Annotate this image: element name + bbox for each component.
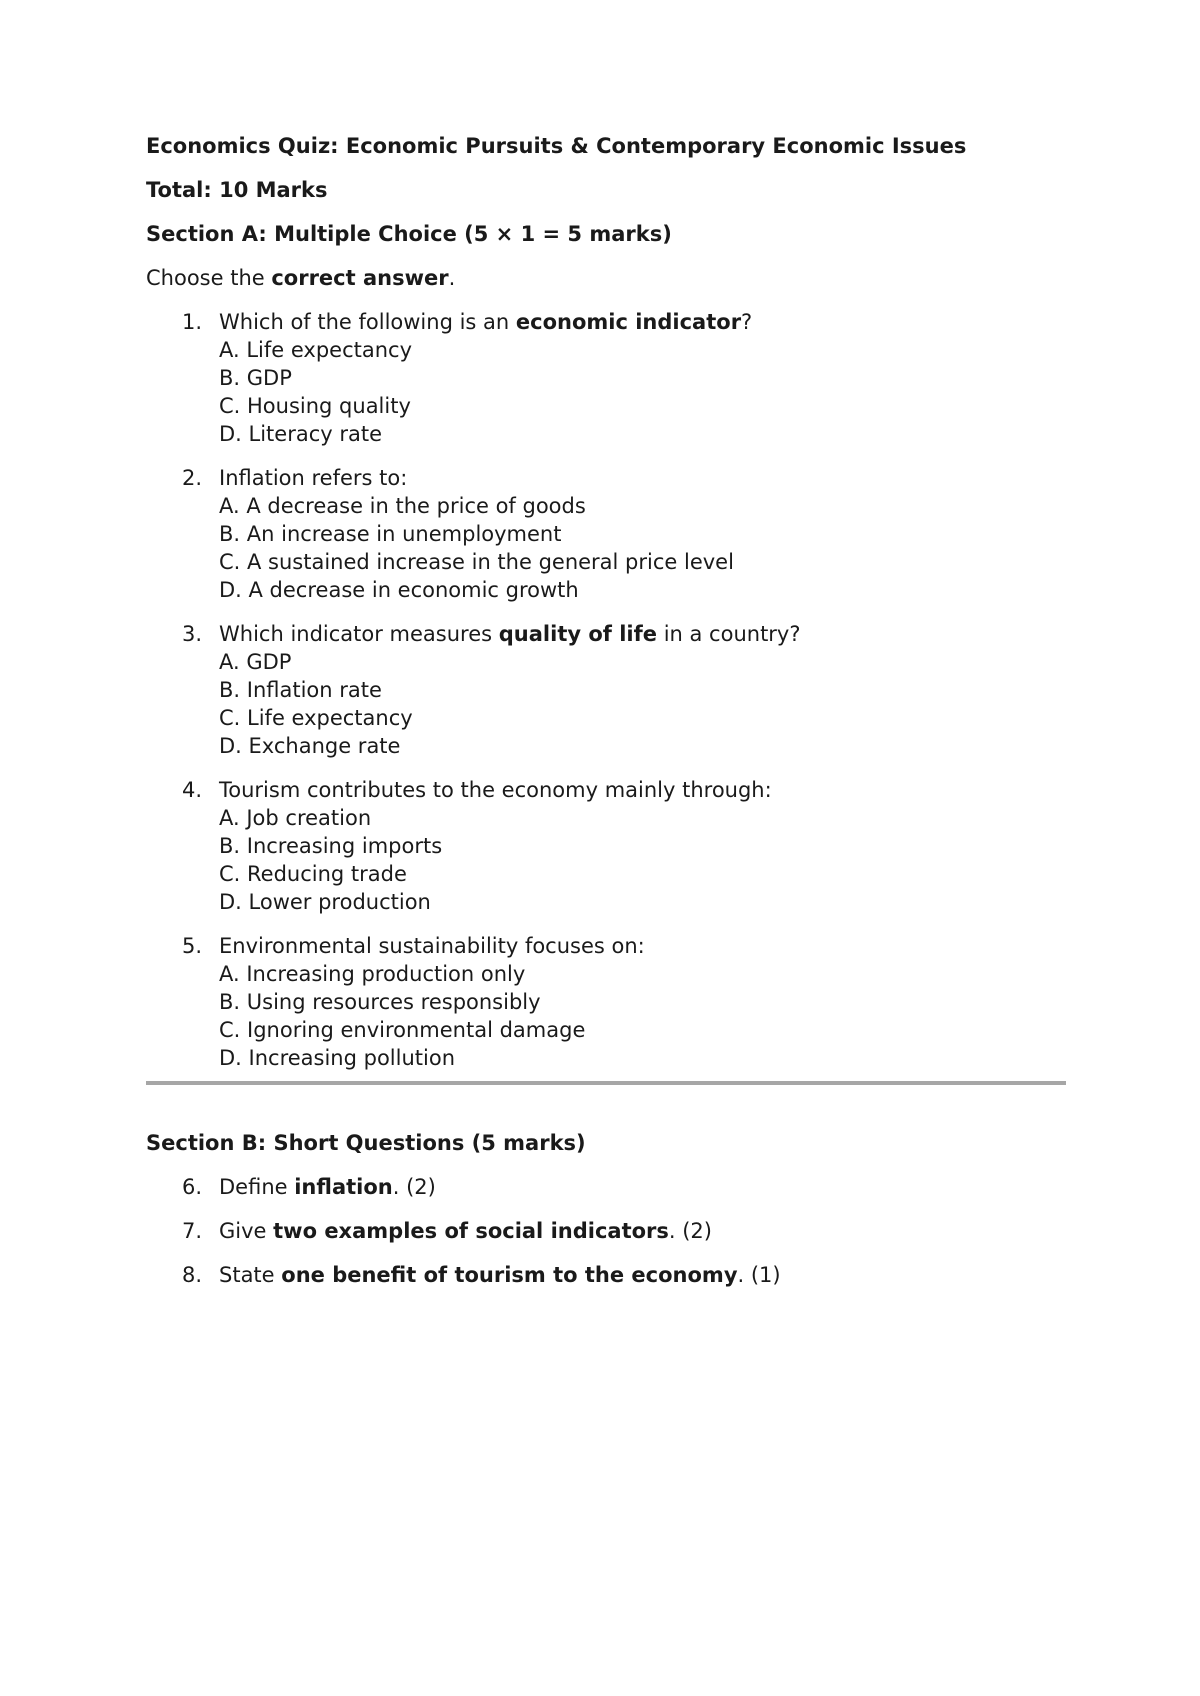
question-number: 4.: [182, 778, 203, 802]
section-divider: [146, 1081, 1066, 1085]
option-a: A. Life expectancy: [219, 338, 413, 362]
question-text-before: Tourism contributes to the economy mainly through:: [219, 778, 772, 802]
question-text-bold: inflation: [294, 1175, 393, 1199]
question-8: [146, 1261, 1066, 1289]
option-c: C. Housing quality: [219, 394, 411, 418]
section-b-heading: Section B: Short Questions (5 marks): [146, 1131, 586, 1155]
question-1: [146, 308, 1066, 448]
option-c: C. Ignoring environmental damage: [219, 1018, 586, 1042]
question-number: 1.: [182, 310, 203, 334]
question-text: [219, 932, 1066, 960]
option-b: B. Using resources responsibly: [219, 990, 541, 1014]
question-text-before: Which of the following is an: [219, 310, 516, 334]
question-text-before: Which indicator measures: [219, 622, 499, 646]
question-text-bold: quality of life: [498, 622, 658, 646]
option-b: B. An increase in unemployment: [219, 522, 562, 546]
option-b: B. GDP: [219, 366, 292, 390]
option-b: B. Inflation rate: [219, 678, 382, 702]
question-text-after: . (2): [668, 1219, 712, 1243]
section-a-instruction: [146, 264, 1066, 292]
instruction-bold: correct answer: [271, 266, 449, 290]
question-text-after: . (2): [392, 1175, 436, 1199]
question-text-before: Inflation refers to:: [219, 466, 408, 490]
question-text: [219, 1173, 1066, 1201]
instruction-suffix: .: [448, 266, 456, 290]
quiz-title: Economics Quiz: Economic Pursuits & Contemporary Economic Issues: [146, 134, 967, 158]
question-text-after: ?: [741, 310, 753, 334]
question-text-bold: two examples of social indicators: [273, 1219, 669, 1243]
option-d: D. Literacy rate: [219, 422, 383, 446]
question-text-bold: economic indicator: [515, 310, 742, 334]
question-number: 7.: [182, 1219, 203, 1243]
question-number: 3.: [182, 622, 203, 646]
question-4: [146, 776, 1066, 916]
question-number: 8.: [182, 1263, 203, 1287]
question-number: 2.: [182, 466, 203, 490]
option-d: D. Lower production: [219, 890, 431, 914]
option-a: A. Job creation: [219, 806, 372, 830]
question-6: [146, 1173, 1066, 1201]
question-7: [146, 1217, 1066, 1245]
question-number: 6.: [182, 1175, 203, 1199]
question-5: [146, 932, 1066, 1072]
question-text: [219, 1261, 1066, 1289]
option-c: C. Life expectancy: [219, 706, 413, 730]
question-number: 5.: [182, 934, 203, 958]
option-d: D. Increasing pollution: [219, 1046, 456, 1070]
question-text-before: Define: [219, 1175, 295, 1199]
question-text: [219, 620, 1066, 648]
option-a: A. GDP: [219, 650, 292, 674]
option-d: D. Exchange rate: [219, 734, 401, 758]
document-page: [146, 132, 1066, 1305]
option-c: C. Reducing trade: [219, 862, 407, 886]
total-marks: Total: 10 Marks: [146, 178, 328, 202]
option-d: D. A decrease in economic growth: [219, 578, 579, 602]
question-2: [146, 464, 1066, 604]
option-c: C. A sustained increase in the general price level: [219, 550, 734, 574]
section-a-heading: Section A: Multiple Choice (5 × 1 = 5 marks): [146, 222, 672, 246]
option-a: A. Increasing production only: [219, 962, 526, 986]
question-3: [146, 620, 1066, 760]
question-text: [219, 1217, 1066, 1245]
option-b: B. Increasing imports: [219, 834, 443, 858]
question-text: [219, 464, 1066, 492]
instruction-prefix: Choose the: [146, 266, 272, 290]
question-text: [219, 308, 1066, 336]
question-text-before: State: [219, 1263, 282, 1287]
question-text-bold: one benefit of tourism to the economy: [281, 1263, 738, 1287]
question-text-after: . (1): [737, 1263, 781, 1287]
option-a: A. A decrease in the price of goods: [219, 494, 586, 518]
question-text-before: Give: [219, 1219, 274, 1243]
question-text-after: in a country?: [657, 622, 801, 646]
question-text: [219, 776, 1066, 804]
question-text-before: Environmental sustainability focuses on:: [219, 934, 645, 958]
